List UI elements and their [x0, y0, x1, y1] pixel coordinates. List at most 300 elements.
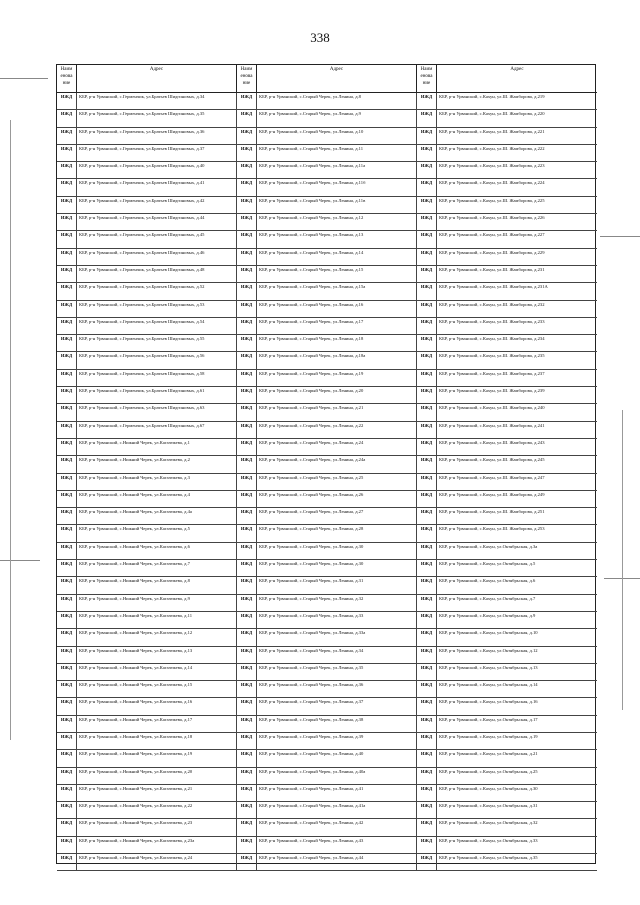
type-cell: ИЖД: [237, 197, 257, 213]
table-row: [57, 543, 597, 560]
type-cell: ИЖД: [57, 802, 77, 818]
address-cell: КБР, р-н Урванский, с.Нижний Черек, ул.Кагазежева, д.16: [77, 698, 237, 714]
table-row: [57, 318, 597, 335]
type-cell: ИЖД: [417, 681, 437, 697]
type-cell: ИЖД: [237, 456, 257, 472]
address-cell: КБР, р-н Урванский, с.Старый Черек, ул.Ленина, д.27: [257, 508, 417, 524]
address-cell: КБР, р-н Урванский, с.Герменчик, ул.Братьев Шидгиновых, д.52: [77, 283, 237, 299]
table-row: [57, 422, 597, 439]
address-cell: КБР, р-н Урванский, с.Герменчик, ул.Братьев Шидгиновых, д.46: [77, 249, 237, 265]
address-cell: КБР, р-н Урванский, с.Кахун, ул.Октябрьская, д.32: [439, 820, 538, 826]
address-cell: КБР, р-н Урванский, с.Нижний Черек, ул.Кагазежева, д.9: [77, 595, 237, 611]
address-cell: КБР, р-н Урванский, с.Кахун, ул.Ш. Жамборова, д.231А: [439, 284, 548, 290]
address-cell: КБР, р-н Урванский, с.Старый Черек, ул.Ленина, д.11б: [257, 179, 417, 195]
type-cell: ИЖД: [237, 128, 257, 144]
table-row: [57, 491, 597, 508]
type-cell: ИЖД: [57, 837, 77, 853]
address-cell: КБР, р-н Урванский, с.Нижний Черек, ул.Кагазежева, д.20: [77, 768, 237, 784]
type-cell: ИЖД: [417, 128, 437, 144]
address-cell: КБР, р-н Урванский, с.Старый Черек, ул.Ленина, д.26: [257, 491, 417, 507]
type-cell: ИЖД: [57, 456, 77, 472]
table-row: [57, 681, 597, 698]
address-cell: КБР, р-н Урванский, с.Нижний Черек, ул.Кагазежева, д.4: [77, 491, 237, 507]
table-row: [57, 249, 597, 266]
type-cell: ИЖД: [237, 508, 257, 524]
address-cell: КБР, р-н Урванский, с.Герменчик, ул.Братьев Шидгиновых, д.44: [77, 214, 237, 230]
table-row: [57, 110, 597, 127]
address-cell: КБР, р-н Урванский, с.Старый Черек, ул.Ленина, д.32: [257, 595, 417, 611]
address-cell: КБР, р-н Урванский, с.Кахун, ул.Ш. Жамборова, д.235: [439, 353, 545, 359]
address-cell: КБР, р-н Урванский, с.Старый Черек, ул.Ленина, д.12: [257, 214, 417, 230]
type-cell: ИЖД: [237, 802, 257, 818]
address-cell: КБР, р-н Урванский, с.Старый Черек, ул.Ленина, д.31: [257, 577, 417, 593]
type-cell: ИЖД: [237, 179, 257, 195]
type-cell: ИЖД: [57, 266, 77, 282]
type-cell: ИЖД: [237, 266, 257, 282]
type-cell: ИЖД: [417, 335, 437, 351]
type-cell: ИЖД: [57, 629, 77, 645]
address-cell: КБР, р-н Урванский, с.Старый Черек, ул.Ленина, д.33а: [257, 629, 417, 645]
type-cell: ИЖД: [417, 301, 437, 317]
type-cell: ИЖД: [237, 664, 257, 680]
header-type-3: Наим енова ние: [417, 65, 437, 93]
address-cell: КБР, р-н Урванский, с.Кахун, ул.Октябрьская, д.10: [439, 630, 538, 636]
address-cell: КБР, р-н Урванский, с.Кахун, ул.Ш. Жамборова, д.253: [439, 526, 545, 532]
type-cell: ИЖД: [417, 525, 437, 541]
address-cell: КБР, р-н Урванский, с.Старый Черек, ул.Ленина, д.15а: [257, 283, 417, 299]
address-cell: КБР, р-н Урванский, с.Герменчик, ул.Братьев Шидгиновых, д.58: [77, 370, 237, 386]
table-row: [57, 750, 597, 767]
type-cell: ИЖД: [237, 145, 257, 161]
address-cell: КБР, р-н Урванский, с.Нижний Черек, ул.Кагазежева, д.23: [77, 819, 237, 835]
header-type-2: Наим енова ние: [237, 65, 257, 93]
header-type-1: Наим енова ние: [57, 65, 77, 93]
address-cell: КБР, р-н Урванский, с.Старый Черек, ул.Ленина, д.10: [257, 128, 417, 144]
address-cell: КБР, р-н Урванский, с.Нижний Черек, ул.Кагазежева, д.2: [77, 456, 237, 472]
type-cell: ИЖД: [417, 283, 437, 299]
type-cell: ИЖД: [57, 716, 77, 732]
address-cell: КБР, р-н Урванский, с.Нижний Черек, ул.Кагазежева, д.15: [77, 681, 237, 697]
table-row: [57, 577, 597, 594]
table-row: [57, 439, 597, 456]
type-cell: ИЖД: [237, 560, 257, 576]
address-cell: КБР, р-н Урванский, с.Старый Черек, ул.Ленина, д.30: [257, 543, 417, 559]
type-cell: ИЖД: [237, 491, 257, 507]
table-row: [57, 664, 597, 681]
address-cell: КБР, р-н Урванский, с.Кахун, ул.Октябрьская, д.30: [439, 785, 538, 791]
address-cell: КБР, р-н Урванский, с.Кахун, ул.Ш. Жамборова, д.237: [439, 370, 545, 376]
address-cell: КБР, р-н Урванский, с.Герменчик, ул.Братьев Шидгиновых, д.35: [77, 110, 237, 126]
address-cell: КБР, р-н Урванский, с.Кахун, ул.Октябрьская, д.13: [439, 664, 538, 670]
address-cell: КБР, р-н Урванский, с.Старый Черек, ул.Ленина, д.30: [257, 560, 417, 576]
table-row: [57, 612, 597, 629]
type-cell: ИЖД: [417, 214, 437, 230]
address-cell: КБР, р-н Урванский, с.Старый Черек, ул.Ленина, д.18: [257, 335, 417, 351]
type-cell: ИЖД: [237, 283, 257, 299]
type-cell: ИЖД: [417, 664, 437, 680]
table-row: [57, 733, 597, 750]
type-cell: ИЖД: [57, 93, 77, 109]
type-cell: ИЖД: [237, 768, 257, 784]
address-cell: КБР, р-н Урванский, с.Старый Черек, ул.Ленина, д.40: [257, 750, 417, 766]
type-cell: ИЖД: [417, 370, 437, 386]
type-cell: ИЖД: [57, 854, 77, 870]
address-cell: КБР, р-н Урванский, с.Кахун, ул.Октябрьская, д.14: [439, 682, 538, 688]
type-cell: ИЖД: [57, 785, 77, 801]
type-cell: ИЖД: [417, 162, 437, 178]
type-cell: ИЖД: [417, 716, 437, 732]
table-row: [57, 214, 597, 231]
type-cell: ИЖД: [237, 647, 257, 663]
address-cell: КБР, р-н Урванский, с.Кахун, ул.Ш. Жамборова, д.224: [439, 180, 545, 186]
type-cell: ИЖД: [237, 352, 257, 368]
address-cell: КБР, р-н Урванский, с.Герменчик, ул.Братьев Шидгиновых, д.34: [77, 93, 237, 109]
address-cell: КБР, р-н Урванский, с.Старый Черек, ул.Ленина, д.19: [257, 370, 417, 386]
type-cell: ИЖД: [237, 231, 257, 247]
type-cell: ИЖД: [417, 698, 437, 714]
address-cell: КБР, р-н Урванский, с.Кахун, ул.Ш. Жамборова, д.251: [439, 509, 545, 515]
type-cell: ИЖД: [57, 681, 77, 697]
address-cell: КБР, р-н Урванский, с.Кахун, ул.Ш. Жамборова, д.222: [439, 145, 545, 151]
type-cell: ИЖД: [237, 439, 257, 455]
type-cell: ИЖД: [57, 819, 77, 835]
address-cell: КБР, р-н Урванский, с.Старый Черек, ул.Ленина, д.13: [257, 231, 417, 247]
address-cell: КБР, р-н Урванский, с.Нижний Черек, ул.Кагазежева, д.13: [77, 647, 237, 663]
table-row: [57, 145, 597, 162]
address-cell: КБР, р-н Урванский, с.Нижний Черек, ул.Кагазежева, д.11: [77, 612, 237, 628]
type-cell: ИЖД: [57, 335, 77, 351]
table-row: [57, 162, 597, 179]
type-cell: ИЖД: [417, 750, 437, 766]
type-cell: ИЖД: [57, 647, 77, 663]
address-cell: КБР, р-н Урванский, с.Кахун, ул.Октябрьская, д.7: [439, 595, 536, 601]
type-cell: ИЖД: [57, 370, 77, 386]
type-cell: ИЖД: [237, 577, 257, 593]
address-cell: КБР, р-н Урванский, с.Кахун, ул.Октябрьская, д.9: [439, 612, 536, 618]
address-cell: КБР, р-н Урванский, с.Нижний Черек, ул.Кагазежева, д.5: [77, 525, 237, 541]
type-cell: ИЖД: [417, 854, 437, 870]
address-cell: КБР, р-н Урванский, с.Старый Черек, ул.Ленина, д.11в: [257, 197, 417, 213]
type-cell: ИЖД: [237, 301, 257, 317]
type-cell: ИЖД: [237, 854, 257, 870]
address-cell: КБР, р-н Урванский, с.Кахун, ул.Октябрьская, д.25: [439, 768, 538, 774]
table-row: [57, 629, 597, 646]
table-row: [57, 301, 597, 318]
address-cell: КБР, р-н Урванский, с.Кахун, ул.Октябрьская, д.35: [439, 855, 538, 861]
address-cell: КБР, р-н Урванский, с.Герменчик, ул.Братьев Шидгиновых, д.41: [77, 179, 237, 195]
address-cell: КБР, р-н Урванский, с.Старый Черек, ул.Ленина, д.25: [257, 474, 417, 490]
table-row: [57, 819, 597, 836]
type-cell: ИЖД: [57, 525, 77, 541]
table-row: [57, 854, 597, 871]
address-cell: КБР, р-н Урванский, с.Кахун, ул.Ш. Жамборова, д.219: [439, 94, 545, 99]
address-cell: КБР, р-н Урванский, с.Старый Черек, ул.Ленина, д.35: [257, 664, 417, 680]
address-cell: КБР, р-н Урванский, с.Герменчик, ул.Братьев Шидгиновых, д.48: [77, 266, 237, 282]
address-cell: КБР, р-н Урванский, с.Нижний Черек, ул.Кагазежева, д.21: [77, 785, 237, 801]
type-cell: ИЖД: [237, 837, 257, 853]
type-cell: ИЖД: [237, 335, 257, 351]
header-address-1: Адрес: [77, 65, 237, 93]
type-cell: ИЖД: [237, 543, 257, 559]
type-cell: ИЖД: [57, 387, 77, 403]
address-cell: КБР, р-н Урванский, с.Кахун, ул.Ш. Жамборова, д.240: [439, 405, 545, 411]
address-cell: КБР, р-н Урванский, с.Нижний Черек, ул.Кагазежева, д.17: [77, 716, 237, 732]
address-cell: КБР, р-н Урванский, с.Нижний Черек, ул.Кагазежева, д.12: [77, 629, 237, 645]
type-cell: ИЖД: [57, 301, 77, 317]
type-cell: ИЖД: [417, 595, 437, 611]
table-row: [57, 560, 597, 577]
table-row: [57, 266, 597, 283]
type-cell: ИЖД: [417, 266, 437, 282]
page-number: 338: [310, 30, 330, 45]
type-cell: ИЖД: [237, 716, 257, 732]
type-cell: ИЖД: [57, 249, 77, 265]
type-cell: ИЖД: [237, 525, 257, 541]
address-cell: КБР, р-н Урванский, с.Кахун, ул.Ш. Жамборова, д.239: [439, 388, 545, 394]
type-cell: ИЖД: [237, 370, 257, 386]
type-cell: ИЖД: [57, 577, 77, 593]
type-cell: ИЖД: [417, 491, 437, 507]
address-cell: КБР, р-н Урванский, с.Кахун, ул.Ш. Жамборова, д.247: [439, 474, 545, 480]
address-cell: КБР, р-н Урванский, с.Старый Черек, ул.Ленина, д.14: [257, 249, 417, 265]
type-cell: ИЖД: [417, 837, 437, 853]
address-cell: КБР, р-н Урванский, с.Старый Черек, ул.Ленина, д.34: [257, 647, 417, 663]
type-cell: ИЖД: [237, 750, 257, 766]
address-cell: КБР, р-н Урванский, с.Кахун, ул.Октябрьская, д.12: [439, 647, 538, 653]
type-cell: ИЖД: [237, 214, 257, 230]
address-cell: КБР, р-н Урванский, с.Старый Черек, ул.Ленина, д.18а: [257, 352, 417, 368]
scan-margin-line: [0, 560, 40, 561]
type-cell: ИЖД: [57, 422, 77, 438]
type-cell: ИЖД: [417, 508, 437, 524]
address-cell: КБР, р-н Урванский, с.Герменчик, ул.Братьев Шидгиновых, д.37: [77, 145, 237, 161]
type-cell: ИЖД: [417, 231, 437, 247]
type-cell: ИЖД: [417, 352, 437, 368]
type-cell: ИЖД: [417, 439, 437, 455]
address-cell: КБР, р-н Урванский, с.Кахун, ул.Октябрьская, д.19: [439, 733, 538, 739]
type-cell: ИЖД: [57, 595, 77, 611]
type-cell: ИЖД: [57, 404, 77, 420]
table-row: [57, 785, 597, 802]
table-row: [57, 508, 597, 525]
table-row: [57, 474, 597, 491]
address-cell: КБР, р-н Урванский, с.Кахун, ул.Ш. Жамборова, д.234: [439, 336, 545, 342]
type-cell: ИЖД: [237, 698, 257, 714]
header-address-3: Адрес: [437, 65, 597, 93]
table-row: [57, 352, 597, 369]
type-cell: ИЖД: [57, 612, 77, 628]
type-cell: ИЖД: [417, 733, 437, 749]
table-row: [57, 716, 597, 733]
type-cell: ИЖД: [417, 543, 437, 559]
type-cell: ИЖД: [57, 318, 77, 334]
address-cell: КБР, р-н Урванский, с.Нижний Черек, ул.Кагазежева, д.24: [77, 854, 237, 870]
address-cell: КБР, р-н Урванский, с.Старый Черек, ул.Ленина, д.20: [257, 387, 417, 403]
type-cell: ИЖД: [237, 110, 257, 126]
type-cell: ИЖД: [237, 595, 257, 611]
type-cell: ИЖД: [417, 577, 437, 593]
address-cell: КБР, р-н Урванский, с.Старый Черек, ул.Ленина, д.39: [257, 733, 417, 749]
address-cell: КБР, р-н Урванский, с.Старый Черек, ул.Ленина, д.11а: [257, 162, 417, 178]
type-cell: ИЖД: [57, 750, 77, 766]
table-row: [57, 283, 597, 300]
table-row: [57, 837, 597, 854]
address-cell: КБР, р-н Урванский, с.Старый Черек, ул.Ленина, д.28: [257, 525, 417, 541]
type-cell: ИЖД: [57, 698, 77, 714]
type-cell: ИЖД: [57, 231, 77, 247]
address-cell: КБР, р-н Урванский, с.Кахун, ул.Ш. Жамборова, д.229: [439, 249, 545, 255]
address-cell: КБР, р-н Урванский, с.Кахун, ул.Октябрьская, д.21: [439, 751, 538, 757]
address-cell: КБР, р-н Урванский, с.Старый Черек, ул.Ленина, д.9: [257, 110, 417, 126]
type-cell: ИЖД: [237, 474, 257, 490]
address-cell: КБР, р-н Урванский, с.Кахун, ул.Ш. Жамборова, д.231: [439, 266, 545, 272]
address-cell: КБР, р-н Урванский, с.Кахун, ул.Ш. Жамборова, д.221: [439, 128, 545, 134]
table-row: [57, 179, 597, 196]
type-cell: ИЖД: [57, 179, 77, 195]
header-address-2: Адрес: [257, 65, 417, 93]
address-cell: КБР, р-н Урванский, с.Герменчик, ул.Братьев Шидгиновых, д.54: [77, 318, 237, 334]
address-cell: КБР, р-н Урванский, с.Герменчик, ул.Братьев Шидгиновых, д.61: [77, 387, 237, 403]
address-cell: КБР, р-н Урванский, с.Старый Черек, ул.Ленина, д.44: [257, 854, 417, 870]
address-cell: КБР, р-н Урванский, с.Старый Черек, ул.Ленина, д.37: [257, 698, 417, 714]
table-row: [57, 404, 597, 421]
address-cell: КБР, р-н Урванский, с.Старый Черек, ул.Ленина, д.22: [257, 422, 417, 438]
address-cell: КБР, р-н Урванский, с.Нижний Черек, ул.Кагазежева, д.19: [77, 750, 237, 766]
type-cell: ИЖД: [237, 404, 257, 420]
address-cell: КБР, р-н Урванский, с.Кахун, ул.Октябрьская, д.16: [439, 699, 538, 705]
type-cell: ИЖД: [57, 439, 77, 455]
type-cell: ИЖД: [417, 197, 437, 213]
type-cell: ИЖД: [417, 560, 437, 576]
type-cell: ИЖД: [57, 474, 77, 490]
type-cell: ИЖД: [57, 197, 77, 213]
type-cell: ИЖД: [417, 785, 437, 801]
table-row: [57, 802, 597, 819]
type-cell: ИЖД: [57, 491, 77, 507]
address-cell: КБР, р-н Урванский, с.Старый Черек, ул.Ленина, д.8: [257, 93, 417, 109]
address-cell: КБР, р-н Урванский, с.Герменчик, ул.Братьев Шидгиновых, д.63: [77, 404, 237, 420]
address-cell: КБР, р-н Урванский, с.Герменчик, ул.Братьев Шидгиновых, д.55: [77, 335, 237, 351]
type-cell: ИЖД: [237, 681, 257, 697]
address-cell: КБР, р-н Урванский, с.Герменчик, ул.Братьев Шидгиновых, д.36: [77, 128, 237, 144]
address-cell: КБР, р-н Урванский, с.Кахун, ул.Октябрьская, д.33: [439, 837, 538, 843]
type-cell: ИЖД: [417, 629, 437, 645]
address-cell: КБР, р-н Урванский, с.Кахун, ул.Ш. Жамборова, д.226: [439, 215, 545, 221]
table-row: [57, 231, 597, 248]
scan-margin-line: [622, 410, 623, 710]
address-cell: КБР, р-н Урванский, с.Нижний Черек, ул.Кагазежева, д.6: [77, 543, 237, 559]
table-row: [57, 128, 597, 145]
address-cell: КБР, р-н Урванский, с.Старый Черек, ул.Ленина, д.21: [257, 404, 417, 420]
type-cell: ИЖД: [417, 145, 437, 161]
address-cell: КБР, р-н Урванский, с.Старый Черек, ул.Ленина, д.36: [257, 681, 417, 697]
type-cell: ИЖД: [57, 543, 77, 559]
type-cell: ИЖД: [237, 422, 257, 438]
address-cell: КБР, р-н Урванский, с.Кахун, ул.Ш. Жамборова, д.243: [439, 439, 545, 445]
address-cell: КБР, р-н Урванский, с.Нижний Черек, ул.Кагазежева, д.1: [77, 439, 237, 455]
address-cell: КБР, р-н Урванский, с.Нижний Черек, ул.Кагазежева, д.23а: [77, 837, 237, 853]
address-cell: КБР, р-н Урванский, с.Старый Черек, ул.Ленина, д.43: [257, 837, 417, 853]
table-row: [57, 768, 597, 785]
table-row: [57, 370, 597, 387]
table-row: [57, 456, 597, 473]
address-cell: КБР, р-н Урванский, с.Нижний Черек, ул.Кагазежева, д.18: [77, 733, 237, 749]
type-cell: ИЖД: [57, 508, 77, 524]
address-cell: КБР, р-н Урванский, с.Кахун, ул.Октябрьская, д.5: [439, 561, 536, 567]
address-cell: КБР, р-н Урванский, с.Кахун, ул.Ш. Жамборова, д.225: [439, 197, 545, 203]
address-cell: КБР, р-н Урванский, с.Герменчик, ул.Братьев Шидгиновых, д.56: [77, 352, 237, 368]
address-cell: КБР, р-н Урванский, с.Нижний Черек, ул.Кагазежева, д.7: [77, 560, 237, 576]
table-row: [57, 387, 597, 404]
type-cell: ИЖД: [237, 612, 257, 628]
type-cell: ИЖД: [237, 162, 257, 178]
address-cell: КБР, р-н Урванский, с.Кахун, ул.Ш. Жамборова, д.249: [439, 491, 545, 497]
type-cell: ИЖД: [57, 145, 77, 161]
type-cell: ИЖД: [237, 249, 257, 265]
address-cell: КБР, р-н Урванский, с.Нижний Черек, ул.Кагазежева, д.4а: [77, 508, 237, 524]
address-cell: КБР, р-н Урванский, с.Старый Черек, ул.Ленина, д.17: [257, 318, 417, 334]
address-cell: КБР, р-н Урванский, с.Кахун, ул.Ш. Жамборова, д.241: [439, 422, 545, 428]
type-cell: ИЖД: [57, 733, 77, 749]
type-cell: ИЖД: [417, 612, 437, 628]
type-cell: ИЖД: [417, 110, 437, 126]
type-cell: ИЖД: [57, 162, 77, 178]
address-cell: КБР, р-н Урванский, с.Старый Черек, ул.Ленина, д.38: [257, 716, 417, 732]
type-cell: ИЖД: [417, 249, 437, 265]
type-cell: ИЖД: [237, 93, 257, 109]
address-cell: КБР, р-н Урванский, с.Старый Черек, ул.Ленина, д.41а: [257, 802, 417, 818]
address-cell: КБР, р-н Урванский, с.Старый Черек, ул.Ленина, д.16: [257, 301, 417, 317]
address-cell: КБР, р-н Урванский, с.Кахун, ул.Ш. Жамборова, д.220: [439, 111, 545, 117]
address-cell: КБР, р-н Урванский, с.Кахун, ул.Ш. Жамборова, д.223: [439, 163, 545, 169]
address-cell: КБР, р-н Урванский, с.Старый Черек, ул.Ленина, д.15: [257, 266, 417, 282]
address-cell: КБР, р-н Урванский, с.Кахун, ул.Ш. Жамборова, д.245: [439, 457, 545, 463]
type-cell: ИЖД: [237, 387, 257, 403]
type-cell: ИЖД: [57, 352, 77, 368]
type-cell: ИЖД: [57, 110, 77, 126]
table-body: [57, 93, 597, 871]
address-cell: КБР, р-н Урванский, с.Старый Черек, ул.Ленина, д.42: [257, 819, 417, 835]
address-cell: КБР, р-н Урванский, с.Старый Черек, ул.Ленина, д.33: [257, 612, 417, 628]
address-cell: КБР, р-н Урванский, с.Кахун, ул.Октябрьская, д.17: [439, 716, 538, 722]
table-row: [57, 335, 597, 352]
address-cell: КБР, р-н Урванский, с.Старый Черек, ул.Ленина, д.11: [257, 145, 417, 161]
address-cell: КБР, р-н Урванский, с.Кахун, ул.Ш. Жамборова, д.233: [439, 318, 545, 324]
table-row: [57, 197, 597, 214]
type-cell: ИЖД: [417, 456, 437, 472]
type-cell: ИЖД: [57, 664, 77, 680]
type-cell: ИЖД: [57, 128, 77, 144]
type-cell: ИЖД: [237, 733, 257, 749]
type-cell: ИЖД: [417, 179, 437, 195]
type-cell: ИЖД: [57, 214, 77, 230]
address-cell: КБР, р-н Урванский, с.Старый Черек, ул.Ленина, д.24а: [257, 456, 417, 472]
address-cell: КБР, р-н Урванский, с.Кахун, ул.Октябрьская, д.3а: [439, 543, 538, 549]
type-cell: ИЖД: [237, 785, 257, 801]
address-cell: КБР, р-н Урванский, с.Кахун, ул.Ш. Жамборова, д.232: [439, 301, 545, 307]
address-cell: КБР, р-н Урванский, с.Герменчик, ул.Братьев Шидгиновых, д.45: [77, 231, 237, 247]
address-cell: КБР, р-н Урванский, с.Нижний Черек, ул.Кагазежева, д.14: [77, 664, 237, 680]
address-cell: КБР, р-н Урванский, с.Герменчик, ул.Братьев Шидгиновых, д.40: [77, 162, 237, 178]
type-cell: ИЖД: [417, 802, 437, 818]
scan-margin-line: [10, 120, 11, 740]
type-cell: ИЖД: [417, 387, 437, 403]
type-cell: ИЖД: [417, 474, 437, 490]
type-cell: ИЖД: [417, 422, 437, 438]
type-cell: ИЖД: [417, 819, 437, 835]
address-cell: КБР, р-н Урванский, с.Кахун, ул.Ш. Жамборова, д.227: [439, 232, 545, 238]
address-cell: КБР, р-н Урванский, с.Герменчик, ул.Братьев Шидгиновых, д.53: [77, 301, 237, 317]
